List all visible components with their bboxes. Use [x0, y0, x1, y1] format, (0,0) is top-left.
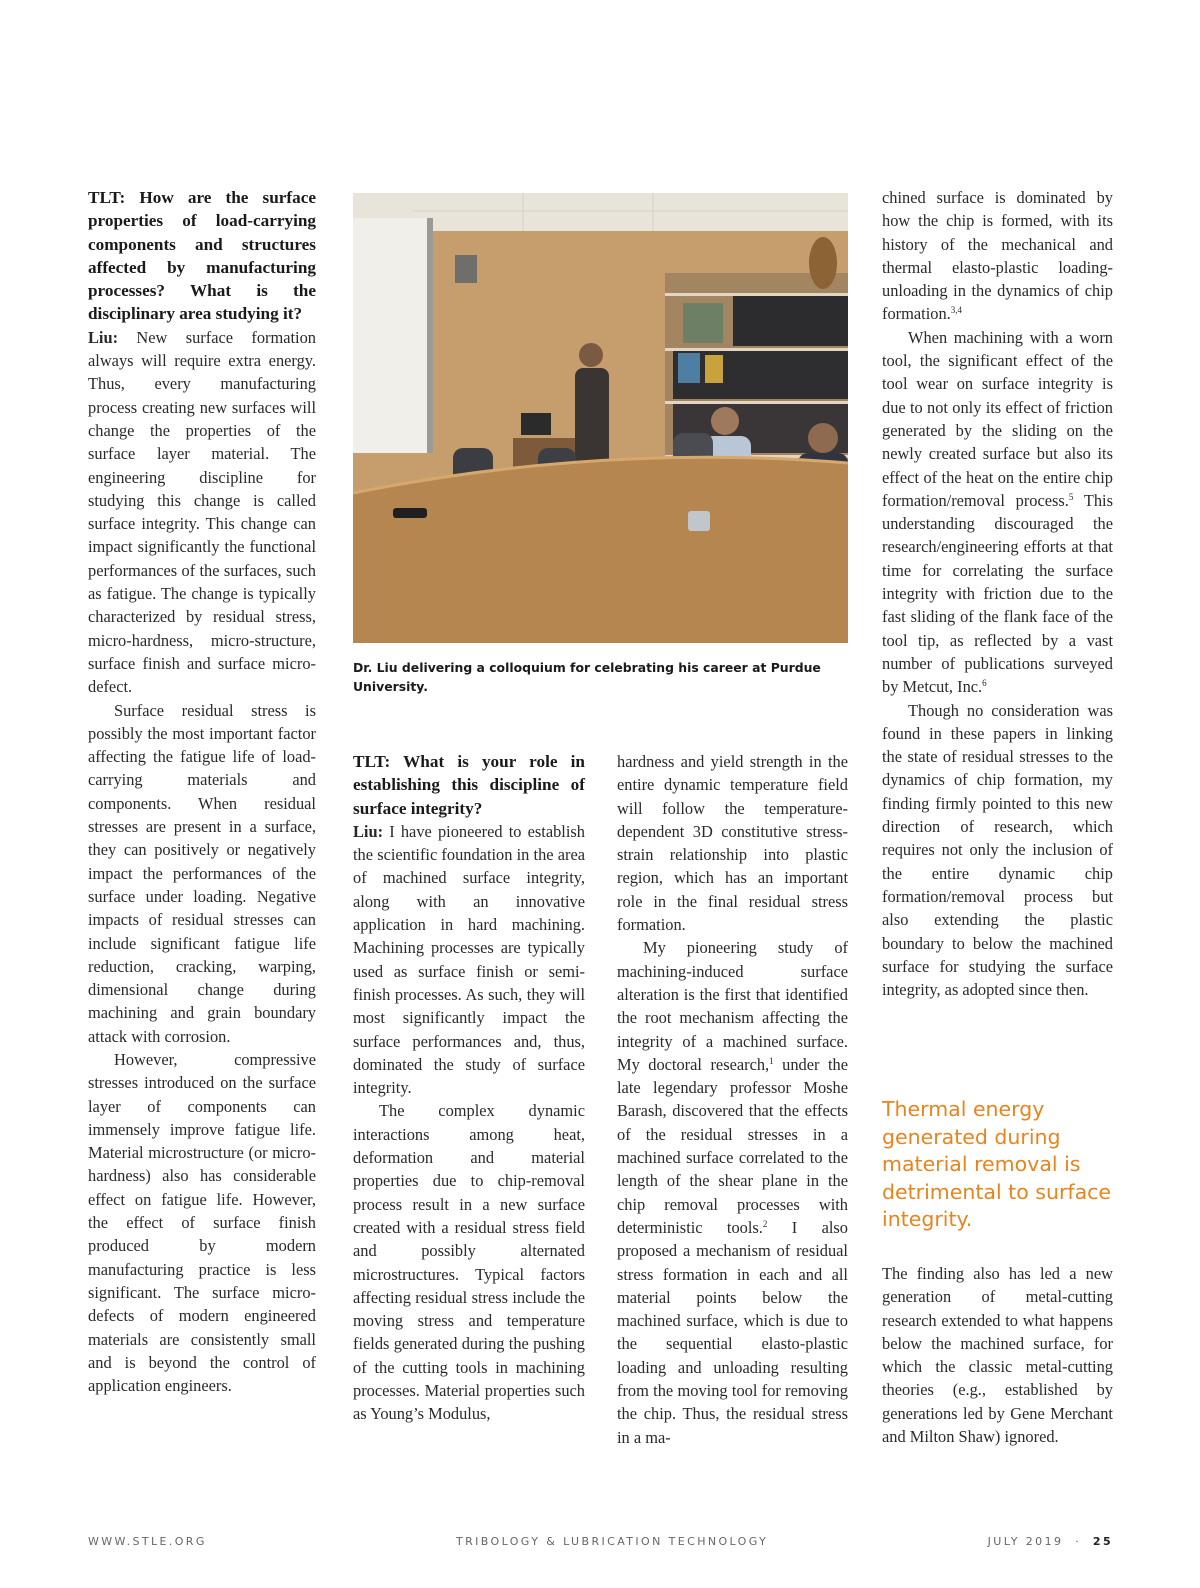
- answer-paragraph-2: [353, 820, 585, 1100]
- article-column-3: [617, 750, 848, 1449]
- speaker-label: Liu:: [88, 327, 119, 347]
- body-paragraph: Though no consideration was found in these papers in linking the state of residual stresses to the dynamics of chip formation, my finding firmly pointed to this new direction of research, which requires not only the inclusion of the entire dynamic chip formation/removal process but also extending the plastic boundary to below the machined surface for studying the surface integrity, as adopted since then.: [882, 700, 1113, 1000]
- body-paragraph: [617, 936, 848, 1449]
- text-run: When machining with a worn tool, the significant effect of the tool wear on surface integrity is due to not only its effect of friction generated by the sliding on the newly created surface but also its effect of the heat on the entire chip formation/removal process.: [882, 327, 1113, 510]
- body-paragraph: The complex dynamic interactions among heat, deformation and material properties due to chip-removal process result in a new surface created with a residual stress field and possibly alternated microstructures. Typical factors affecting residual stress include the moving stress and temperature fields generated during the pushing of the cutting tools in machining processes. Material properties such as Young’s Modulus,: [353, 1101, 585, 1424]
- article-column-4-continued: [882, 1262, 1113, 1448]
- interview-question-2: TLT: What is your role in establishing this discipline of surface integrity?: [353, 752, 585, 818]
- photo-illustration: [353, 193, 848, 643]
- colloquium-photo: [353, 193, 848, 643]
- page-number: 25: [1092, 1535, 1113, 1548]
- article-column-4: [882, 186, 1113, 1001]
- article-column-2: [353, 750, 585, 1426]
- footer-date: JULY 2019: [987, 1535, 1064, 1548]
- article-column-1: [88, 186, 316, 1397]
- answer-text: I have pioneered to establish the scientific foundation in the area of machined surface integrity, along with an innovative application in hard machining. Machining processes are typically used as surface finish or semi-finish processes. As such, they will most significantly impact the surface performances and, thus, dominated the study of surface integrity.: [353, 821, 585, 1098]
- body-paragraph: Surface residual stress is possibly the most important factor affecting the fatigue life of load-carrying materials and components. When residual stresses are present in a surface, they can positively or negatively impact the performances of the surface under loading. Negative impacts of residual stresses can include significant fatigue life reduction, cracking, warping, dimensional change during machining and grain boundary attack with corrosion.: [88, 700, 316, 1046]
- body-paragraph: [882, 186, 1113, 326]
- interview-question-1: TLT: How are the surface properties of load-carrying components and structures affected by manufacturing processes? What is the disciplinary area studying it?: [88, 188, 316, 324]
- body-paragraph: The finding also has led a new generation of metal-cutting research extended to what happens below the machined surface, for which the classic metal-cutting theories (e.g., established by generations led by Gene Merchant and Milton Shaw) ignored.: [882, 1264, 1113, 1447]
- body-paragraph: [882, 326, 1113, 699]
- body-paragraph: hardness and yield strength in the entire dynamic temperature field will follow the temperature-dependent 3D constitutive stress-strain relationship into plastic region, which has an important role in the final residual stress formation.: [617, 752, 848, 935]
- answer-text: New surface formation always will require extra energy. Thus, every manufacturing process creating new surfaces will change the properties of the surface layer material. The engineering discipline for studying this change is called surface integrity. This change can impact significantly the functional performances of the surfaces, such as fatigue. The change is typically characterized by residual stress, micro-hardness, micro-structure, surface finish and surface micro-defect.: [88, 327, 316, 697]
- answer-paragraph-1: [88, 326, 316, 699]
- footer-website: WWW.STLE.ORG: [88, 1535, 207, 1548]
- footer-publication: TRIBOLOGY & LUBRICATION TECHNOLOGY: [456, 1535, 769, 1548]
- text-run: I also proposed a mechanism of residual stress formation in each and all material points below the machined surface, which is due to the sequential elasto-plastic loading and unloading resulting from the moving tool for removing the chip. Thus, the residual stress in a ma-: [617, 1217, 848, 1447]
- text-run: My pioneering study of machining-induced surface alteration is the first that identified the root mechanism affecting the integrity of a machined surface. My doctoral research,: [617, 938, 848, 1074]
- reference-marker: 6: [982, 678, 987, 689]
- footer-date-page: [988, 1535, 1113, 1548]
- text-run: This understanding discouraged the research/engineering efforts at that time for correlating the surface integrity with friction due to the fast sliding of the flank face of the tool tip, as reflected by a vast number of publications surveyed by Metcut, Inc.: [882, 490, 1113, 697]
- reference-marker: 5: [1068, 491, 1074, 502]
- photo-caption: Dr. Liu delivering a colloquium for celebrating his career at Purdue University.: [353, 660, 821, 694]
- speaker-label: Liu:: [353, 821, 384, 841]
- pull-quote: Thermal energy generated during material removal is detrimental to surface integrity.: [882, 1097, 1112, 1231]
- text-run: chined surface is dominated by how the chip is formed, with its history of the mechanical and thermal elasto-plastic loading-unloading in the dynamics of chip formation.: [882, 188, 1113, 324]
- reference-marker: 2: [762, 1218, 768, 1229]
- footer-separator: ·: [1075, 1535, 1082, 1548]
- body-paragraph: However, compressive stresses introduced on the surface layer of components can immensely improve fatigue life. Material microstructure (or micro-hardness) also has considerable effect on fatigue life. However, the effect of surface finish produced by modern manufacturing practice is less significant. The surface micro-defects of modern engineered materials are consistently small and is beyond the control of application engineers.: [88, 1049, 316, 1396]
- text-run: under the late legendary professor Moshe Barash, discovered that the effects of the residual stresses in a machined surface correlated to the length of the shear plane in the chip removal processes with deterministic tools.: [617, 1054, 848, 1237]
- reference-marker: 1: [769, 1055, 774, 1066]
- reference-marker: 3,4: [950, 305, 962, 316]
